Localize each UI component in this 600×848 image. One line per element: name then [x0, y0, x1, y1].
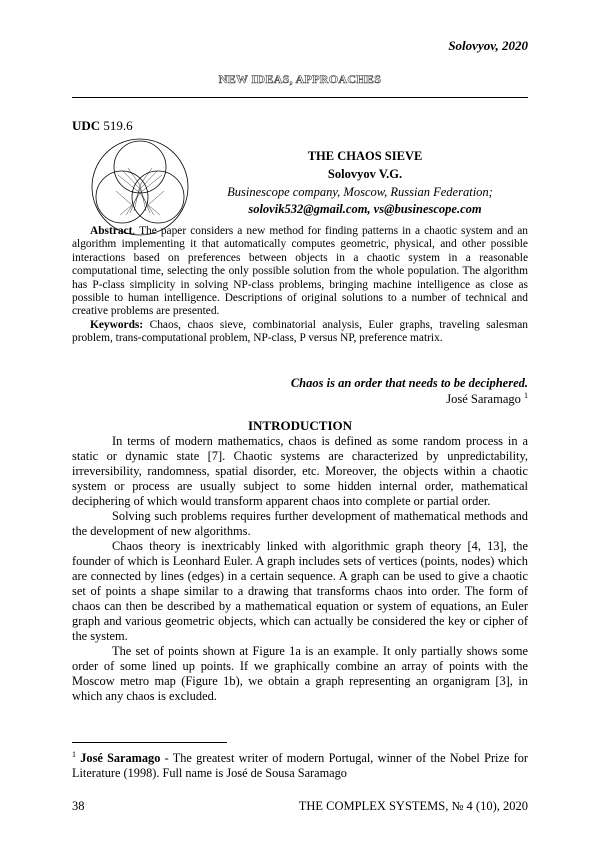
section-title: NEW IDEAS, APPROACHES — [218, 72, 382, 86]
epigraph-quote: Chaos is an order that needs to be deciphered. — [290, 376, 528, 390]
introduction-body — [72, 434, 528, 704]
footnote-mark: 1 — [72, 750, 76, 759]
author-affiliation: Businescope company, Moscow, Russian Federation; — [227, 185, 493, 199]
article-title: THE CHAOS SIEVE — [307, 149, 423, 163]
footnote-divider — [72, 742, 227, 743]
footnote — [72, 747, 528, 781]
page-number: 38 — [72, 799, 85, 813]
footnote-reference: 1 — [524, 391, 528, 400]
abstract-text: . The paper considers a new method for finding patterns in a chaotic system and an algorithm implementing it that automatically computes geometric, physical, and other possible interactions based on preferences between objects in a chaotic system in a reasonable computational time, selecting the only possible solution from the whole population. The algorithm has P-class simplicity in solving NP-class problems, bringing machine intelligence as close as possible to human intelligence. Descriptions of original solutions to a number of technical and creative problems are presented. — [72, 225, 528, 318]
author-emails: solovik532@gmail.com, vs@businescope.com — [248, 202, 482, 216]
keywords-label: Keywords: — [90, 318, 144, 331]
keywords-paragraph — [72, 319, 528, 346]
body-paragraph: In terms of modern mathematics, chaos is defined as some random process in a static or dynamic state [7]. Chaotic systems are characterized by unpredictability, irreversibility, randomness, spatial disorder, etc. Moreover, the objects within a chaotic system or process are usually subject to some hidden internal order, mathematical deciphering of which would transform apparent chaos into complete or partial order. — [72, 434, 528, 508]
footnote-text: - The greatest writer of modern Portugal, winner of the Nobel Prize for Literature (1998). Full name is José de Sousa Saramago — [72, 751, 528, 781]
journal-footer: THE COMPLEX SYSTEMS, № 4 (10), 2020 — [298, 799, 528, 813]
footnote-name: José Saramago — [80, 751, 161, 766]
body-paragraph: Solving such problems requires further development of mathematical methods and the development of new algorithms. — [72, 509, 528, 538]
abstract-paragraph — [72, 225, 528, 319]
article-author: Solovyov V.G. — [327, 167, 403, 181]
header-divider — [72, 97, 528, 98]
introduction-heading: INTRODUCTION — [247, 418, 352, 433]
udc-code: 519.6 — [103, 118, 133, 133]
running-header-author: Solovyov, 2020 — [448, 38, 528, 53]
epigraph-author: José Saramago — [446, 392, 521, 407]
abstract-block — [72, 225, 528, 346]
abstract-label: Abstract — [90, 225, 133, 237]
body-paragraph: Chaos theory is inextricably linked with algorithmic graph theory [4, 13], the founder of which is Leonhard Euler. A graph includes sets of vertices (points, nodes) which are connected by lines (edges) in a certain sequence. A graph can be used to give a chaotic set of points a shape similar to a drawing that transforms chaos into order. The form of chaos can then be described by a mathematical equation or system of equations, an Euler graph and various geometric objects, which can actually be considered the key or cipher of the system. — [72, 539, 528, 643]
udc-label: UDC — [72, 118, 101, 133]
udc-line — [72, 118, 133, 134]
epigraph-source — [446, 391, 528, 407]
keywords-text: Chaos, chaos sieve, combinatorial analysis, Euler graphs, traveling salesman problem, trans-computational problem, NP-class, P versus NP, preference matrix. — [72, 318, 528, 345]
body-paragraph: The set of points shown at Figure 1a is an example. It only partially shows some order of some lined up points. If we graphically combine an array of points with the Moscow metro map (Figure 1b), we obtain a graph representing an organigram [3], in which any chaos is excluded. — [72, 644, 528, 703]
